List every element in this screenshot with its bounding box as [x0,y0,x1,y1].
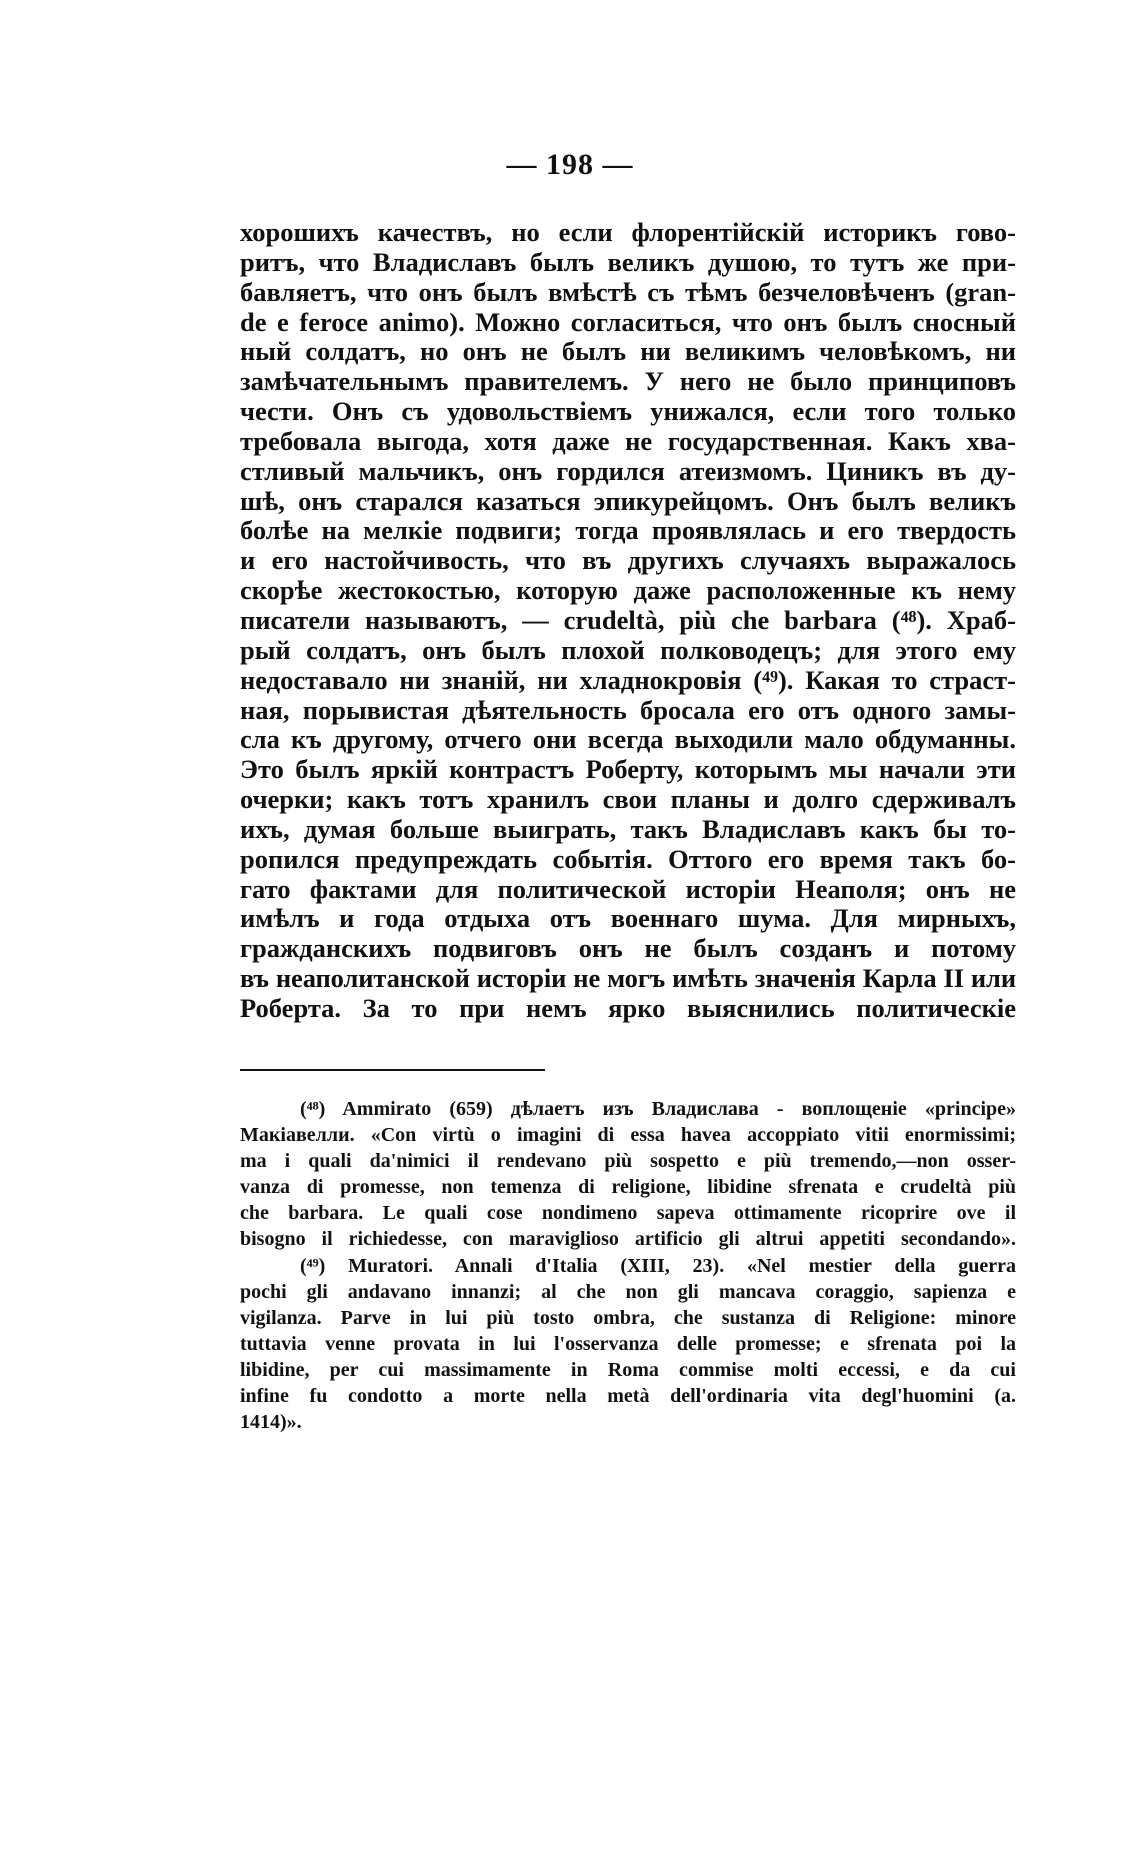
body-text [240,218,1016,1024]
body-line: болѣе на мелкіе подвиги; тогда проявлялась и его твердость [240,515,1016,546]
footnote-line: vanza di promesse, non temenza di religione, libidine sfrenata e crudeltà più [240,1176,1016,1199]
footnote-line: tuttavia venne provata in lui l'osservanza delle promesse; e sfrenata poi la [240,1332,1016,1355]
body-line: рый солдатъ, онъ былъ плохой полководецъ; для этого ему [240,634,1016,665]
body-line: ная, порывистая дѣятельность бросала его отъ одного замы- [240,694,1016,725]
body-line: чести. Онъ съ удовольствіемъ унижался, если того только [240,396,1016,427]
footnote-line: libidine, per cui massimamente in Roma commise molti eccessi, e da cui [240,1358,1016,1381]
footnote-divider [240,1069,545,1071]
footnote-line: Макіавелли. «Con virtù o imagini di essa havea accoppiato vitii enormissimi; [240,1124,1016,1147]
footnote-line: bisogno il richiedesse, con maraviglioso artificio gli altrui appetiti secondando». [240,1228,1016,1251]
body-line: и его настойчивость, что въ другихъ случаяхъ выражалось [240,545,1016,576]
body-line: хорошихъ качествъ, но если флорентійскій историкъ гово- [240,217,1016,247]
body-line: гато фактами для политической исторіи Неаполя; онъ не [240,873,1016,904]
body-line: Это былъ яркій контрастъ Роберту, которымъ мы начали эти [240,754,1016,785]
body-line: ропился предупреждать событія. Оттого его время такъ бо- [240,843,1016,874]
footnote-line: (⁴⁸) Ammirato (659) дѣлаетъ изъ Владислава - воплощеніе «principe» [300,1098,1016,1120]
footnote-line: ma i quali da'nimici il rendevano più sospetto e più tremendo,—non osser- [240,1150,1016,1173]
body-line: имѣлъ и года отдыха отъ военнаго шума. Для мирныхъ, [240,903,1016,934]
footnotes [240,1096,1016,1435]
body-line: шѣ, онъ старался казаться эпикурейцомъ. Онъ былъ великъ [240,485,1016,516]
body-line: требовала выгода, хотя даже не государственная. Какъ хва- [240,425,1016,456]
page-number: — 198 — [506,148,634,181]
body-line: писатели называютъ, — crudeltà, più che barbara (⁴⁸). Храб- [240,604,1016,635]
body-line: ный солдатъ, но онъ не былъ ни великимъ человѣкомъ, ни [240,336,1016,367]
body-line: сла къ другому, отчего они всегда выходили мало обдуманны. [240,724,1016,755]
body-line: гражданскихъ подвиговъ онъ не былъ созданъ и потому [240,933,1016,964]
body-line: Роберта. За то при немъ ярко выяснились политическіе [240,992,1016,1023]
body-line: de e feroce animo). Можно согласиться, что онъ былъ сносный [240,306,1016,337]
footnote-line: (⁴⁹) Muratori. Annali d'Italia (XIII, 23). «Nel mestier della guerra [300,1254,1016,1277]
body-line: ихъ, думая больше выиграть, такъ Владиславъ какъ бы то- [240,813,1016,844]
footnote-line: vigilanza. Parve in lui più tosto ombra, che sustanza di Religione: minore [240,1306,1016,1329]
body-line: ритъ, что Владиславъ былъ великъ душою, то тутъ же при- [240,246,1016,277]
body-line: бавляетъ, что онъ былъ вмѣстѣ съ тѣмъ безчеловѣченъ (gran- [240,276,1016,307]
footnote-line: che barbara. Le quali cose nondimeno sapeva ottimamente ricoprire ove il [240,1202,1016,1225]
footnote-line: infine fu condotto a morte nella metà dell'ordinaria vita degl'huomini (a. [240,1385,1016,1408]
body-line: въ неаполитанской исторіи не могъ имѣть значенія Карла II или [240,963,1016,994]
footnote-line: pochi gli andavano innanzi; al che non gli mancava coraggio, sapienza e [240,1280,1016,1303]
body-line: очерки; какъ тотъ хранилъ свои планы и долго сдерживалъ [240,784,1016,815]
body-line: стливый мальчикъ, онъ гордился атеизмомъ. Циникъ въ ду- [240,455,1016,486]
footnote-line: 1414)». [240,1411,302,1434]
body-line: недоставало ни знаній, ни хладнокровія (⁴⁹). Какая то страст- [240,664,1016,695]
body-line: скорѣе жестокостью, которую даже расположенные къ нему [240,575,1016,606]
body-line: замѣчательнымъ правителемъ. У него не было принциповъ [240,366,1016,397]
